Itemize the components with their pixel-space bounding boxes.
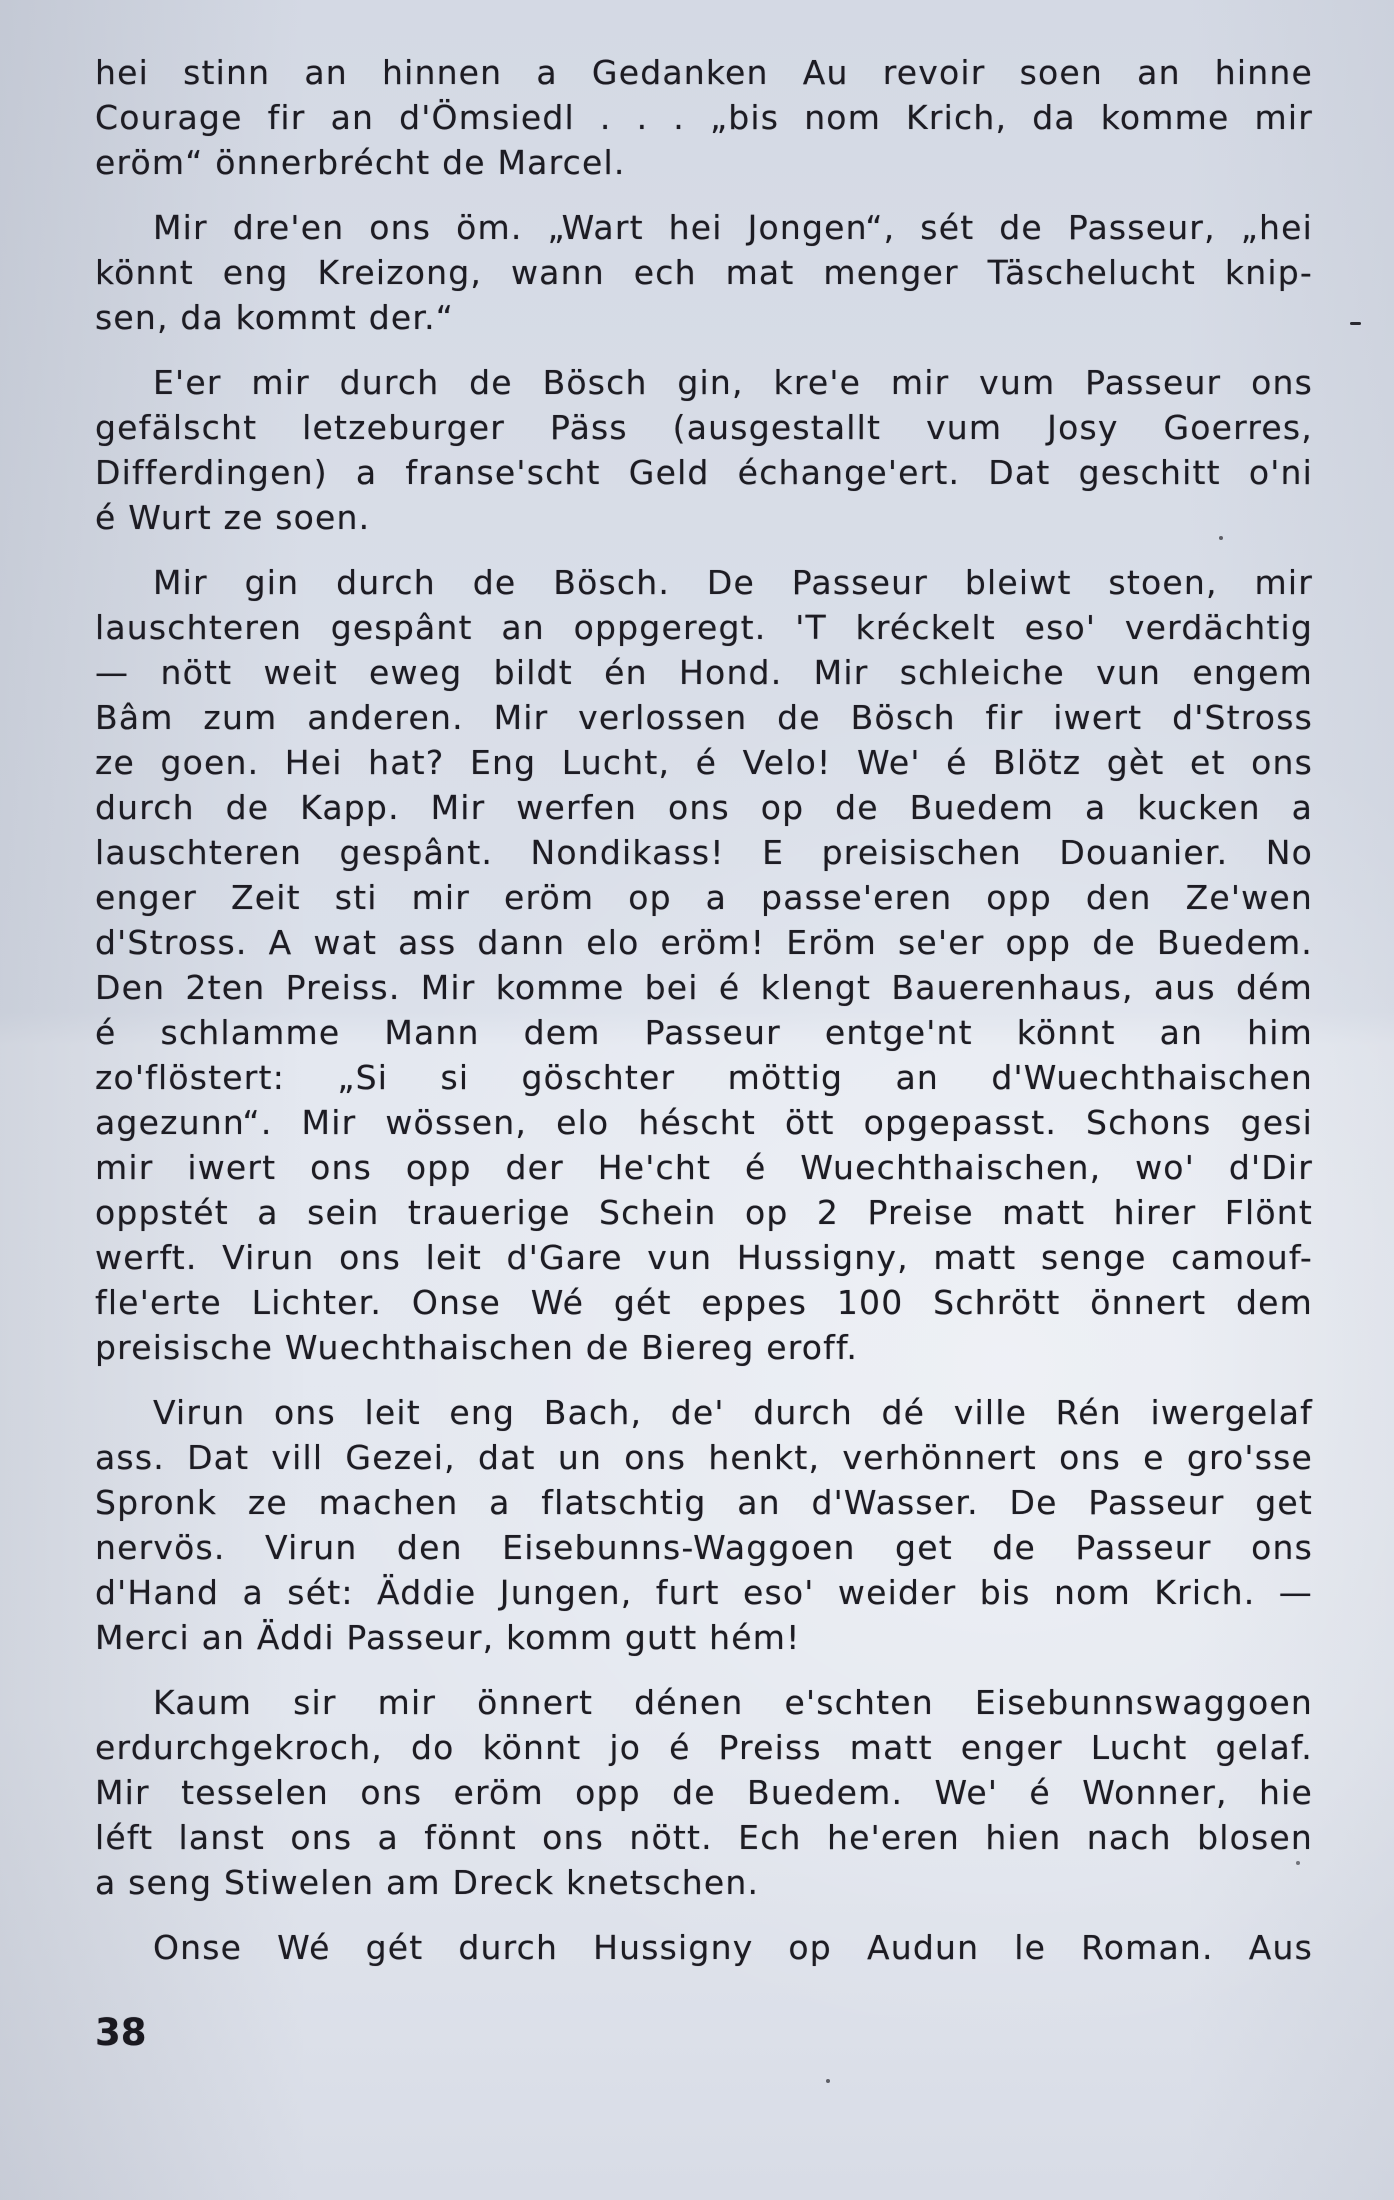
page-text (95, 50, 1313, 1970)
text-line: könnt eng Kreizong, wann ech mat menger Täschelucht knip- (95, 253, 1313, 292)
text-line: hei stinn an hinnen a Gedanken Au revoir soen an hinne (95, 53, 1313, 92)
text-line: Mir tesselen ons eröm opp de Buedem. We' é Wonner, hie (95, 1773, 1313, 1812)
text-line: ze goen. Hei hat? Eng Lucht, é Velo! We' é Blötz gèt et ons (95, 743, 1313, 782)
text-line: d'Stross. A wat ass dann elo eröm! Eröm se'er opp de Buedem. (95, 923, 1313, 962)
text-line: fle'erte Lichter. Onse Wé gét eppes 100 Schrött önnert dem (95, 1283, 1313, 1322)
text-line: — nött weit eweg bildt én Hond. Mir schleiche vun engem (95, 653, 1313, 692)
text-line: Merci an Äddi Passeur, komm gutt hém! (95, 1618, 801, 1657)
text-line: lauschteren gespânt. Nondikass! E preisischen Douanier. No (95, 833, 1313, 872)
text-line: nervös. Virun den Eisebunns-Waggoen get de Passeur ons (95, 1528, 1313, 1567)
paragraph (95, 560, 1313, 1370)
text-line: E'er mir durch de Bösch gin, kre'e mir vum Passeur ons (153, 363, 1313, 402)
text-line: Bâm zum anderen. Mir verlossen de Bösch fir iwert d'Stross (95, 698, 1313, 737)
paper-speck (1296, 1861, 1300, 1865)
paragraph (95, 360, 1313, 540)
margin-dash-mark (1350, 322, 1361, 325)
text-line: Differdingen) a franse'scht Geld échange'ert. Dat geschitt o'ni (95, 453, 1313, 492)
text-line: mir iwert ons opp der He'cht é Wuechthaischen, wo' d'Dir (95, 1148, 1313, 1187)
text-line: é schlamme Mann dem Passeur entge'nt könnt an him (95, 1013, 1313, 1052)
text-line: a seng Stiwelen am Dreck knetschen. (95, 1863, 760, 1902)
text-line: sen, da kommt der.“ (95, 298, 455, 337)
paper-speck (1219, 536, 1223, 540)
text-line: Den 2ten Preiss. Mir komme bei é klengt Bauerenhaus, aus dém (95, 968, 1313, 1007)
text-line: zo'flöstert: „Si si göschter möttig an d'Wuechthaischen (95, 1058, 1313, 1097)
paragraph (95, 50, 1313, 185)
paragraph (95, 1925, 1313, 1970)
paper-speck (826, 2079, 830, 2083)
text-line: gefälscht letzeburger Päss (ausgestallt vum Josy Goerres, (95, 408, 1313, 447)
text-line: Onse Wé gét durch Hussigny op Audun le Roman. Aus (153, 1928, 1313, 1967)
text-line: erdurchgekroch, do könnt jo é Preiss matt enger Lucht gelaf. (95, 1728, 1313, 1767)
text-line: eröm“ önnerbrécht de Marcel. (95, 143, 626, 182)
text-line: d'Hand a sét: Äddie Jungen, furt eso' weider bis nom Krich. — (95, 1573, 1313, 1612)
text-line: léft lanst ons a fönnt ons nött. Ech he'eren hien nach blosen (95, 1818, 1313, 1857)
paragraph (95, 1680, 1313, 1905)
text-line: lauschteren gespânt an oppgeregt. 'T kréckelt eso' verdächtig (95, 608, 1313, 647)
paragraph (95, 1390, 1313, 1660)
text-line: ass. Dat vill Gezei, dat un ons henkt, verhönnert ons e gro'sse (95, 1438, 1313, 1477)
text-line: oppstét a sein trauerige Schein op 2 Preise matt hirer Flönt (95, 1193, 1313, 1232)
text-line: enger Zeit sti mir eröm op a passe'eren opp den Ze'wen (95, 878, 1313, 917)
text-line: Courage fir an d'Ömsiedl . . . „bis nom Krich, da komme mir (95, 98, 1313, 137)
text-line: é Wurt ze soen. (95, 498, 371, 537)
text-line: Mir gin durch de Bösch. De Passeur bleiwt stoen, mir (153, 563, 1313, 602)
text-line: agezunn“. Mir wössen, elo héscht ött opgepasst. Schons gesi (95, 1103, 1313, 1142)
text-line: Virun ons leit eng Bach, de' durch dé ville Rén iwergelaf (153, 1393, 1313, 1432)
text-line: durch de Kapp. Mir werfen ons op de Buedem a kucken a (95, 788, 1313, 827)
text-line: Mir dre'en ons öm. „Wart hei Jongen“, sét de Passeur, „hei (153, 208, 1313, 247)
text-line: werft. Virun ons leit d'Gare vun Hussigny, matt senge camouf- (95, 1238, 1313, 1277)
text-line: Spronk ze machen a flatschtig an d'Wasser. De Passeur get (95, 1483, 1313, 1522)
paragraph (95, 205, 1313, 340)
page-number: 38 (95, 2011, 147, 2054)
text-line: Kaum sir mir önnert dénen e'schten Eisebunnswaggoen (153, 1683, 1313, 1722)
text-line: preisische Wuechthaischen de Biereg eroff. (95, 1328, 859, 1367)
